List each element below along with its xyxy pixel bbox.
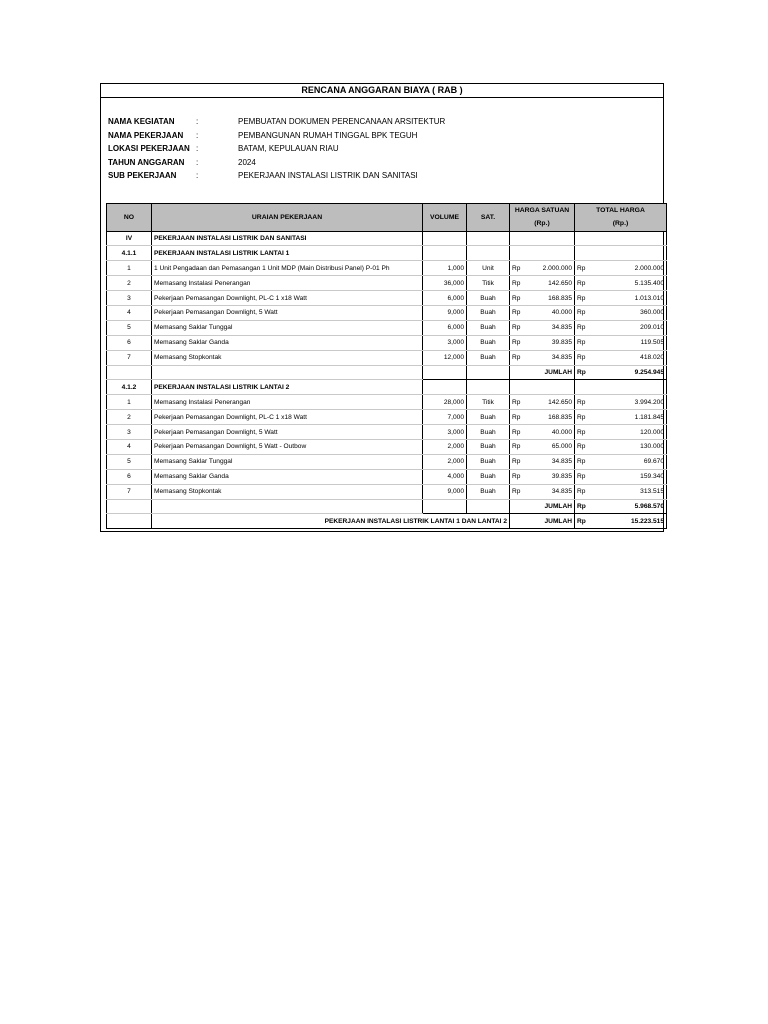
row-harga: 34.835 — [528, 350, 575, 365]
row-uraian: Pekerjaan Pemasangan Downlight, 5 Watt - Outbow — [152, 439, 423, 454]
header-uraian: URAIAN PEKERJAAN — [152, 203, 423, 231]
subtotal-rp: Rp — [575, 499, 593, 514]
row-total: 5.135.400 — [593, 276, 667, 291]
row-no — [107, 365, 152, 380]
info-value: PEKERJAAN INSTALASI LISTRIK DAN SANITASI — [238, 171, 418, 180]
row-total-rp: Rp — [575, 484, 593, 499]
row-volume — [423, 231, 467, 246]
row-sat: Buah — [467, 350, 510, 365]
row-harga: 39.835 — [528, 335, 575, 350]
row-volume — [423, 365, 467, 380]
row-total-rp: Rp — [575, 320, 593, 335]
row-harga-rp: Rp — [510, 395, 528, 410]
subtotal-row — [107, 365, 667, 380]
row-total-rp: Rp — [575, 276, 593, 291]
row-sat: Titik — [467, 276, 510, 291]
row-total-rp: Rp — [575, 469, 593, 484]
row-harga-rp: Rp — [510, 276, 528, 291]
row-harga-rp: Rp — [510, 425, 528, 440]
row-no: 5 — [107, 320, 152, 335]
document-title: RENCANA ANGGARAN BIAYA ( RAB ) — [101, 84, 663, 98]
row-harga-rp: Rp — [510, 350, 528, 365]
row-total-rp: Rp — [575, 261, 593, 276]
section-row — [107, 231, 667, 246]
row-total-rp: Rp — [575, 305, 593, 320]
row-harga — [528, 246, 575, 261]
row-sat — [467, 380, 510, 395]
row-harga: 34.835 — [528, 320, 575, 335]
header-sat: SAT. — [467, 203, 510, 231]
row-sat: Titik — [467, 395, 510, 410]
row-total: 69.670 — [593, 454, 667, 469]
row-harga-rp: Rp — [510, 484, 528, 499]
row-total-rp — [575, 380, 593, 395]
row-total-rp: Rp — [575, 291, 593, 306]
row-harga: 34.835 — [528, 454, 575, 469]
row-harga-rp: Rp — [510, 335, 528, 350]
row-no: 2 — [107, 410, 152, 425]
row-volume: 3,000 — [423, 335, 467, 350]
table-row — [107, 261, 667, 276]
row-no — [107, 514, 152, 529]
row-no: 3 — [107, 291, 152, 306]
table-row — [107, 291, 667, 306]
info-colon: : — [196, 157, 199, 167]
row-uraian: Memasang Stopkontak — [152, 484, 423, 499]
row-harga-rp — [510, 231, 528, 246]
info-label: SUB PEKERJAAN — [108, 171, 177, 180]
row-no: 4 — [107, 305, 152, 320]
row-uraian: PEKERJAAN INSTALASI LISTRIK DAN SANITASI — [152, 231, 423, 246]
header-volume: VOLUME — [423, 203, 467, 231]
row-total: 1.181.845 — [593, 410, 667, 425]
row-volume: 6,000 — [423, 291, 467, 306]
grand-total-desc: PEKERJAAN INSTALASI LISTRIK LANTAI 1 DAN LANTAI 2 — [152, 514, 510, 529]
row-harga — [528, 231, 575, 246]
row-sat — [467, 365, 510, 380]
table-row — [107, 320, 667, 335]
row-total-rp — [575, 231, 593, 246]
row-volume: 6,000 — [423, 320, 467, 335]
row-harga — [528, 380, 575, 395]
row-uraian: Pekerjaan Pemasangan Downlight, PL-C 1 x18 Watt — [152, 410, 423, 425]
row-volume: 12,000 — [423, 350, 467, 365]
table-row — [107, 425, 667, 440]
row-harga-rp: Rp — [510, 320, 528, 335]
row-volume — [423, 499, 467, 514]
row-no: 5 — [107, 454, 152, 469]
table-row — [107, 410, 667, 425]
row-no: 2 — [107, 276, 152, 291]
row-total: 3.994.200 — [593, 395, 667, 410]
row-uraian: Memasang Stopkontak — [152, 350, 423, 365]
row-harga: 65.000 — [528, 439, 575, 454]
info-colon: : — [196, 117, 199, 126]
row-no: 6 — [107, 469, 152, 484]
row-sat: Buah — [467, 305, 510, 320]
row-sat — [467, 246, 510, 261]
row-harga-rp: Rp — [510, 305, 528, 320]
info-value: 2024 — [238, 157, 256, 167]
row-total-rp: Rp — [575, 395, 593, 410]
info-value: BATAM, KEPULAUAN RIAU — [238, 144, 339, 153]
row-harga: 2.000.000 — [528, 261, 575, 276]
row-total: 360.000 — [593, 305, 667, 320]
row-sat: Buah — [467, 291, 510, 306]
info-colon: : — [196, 130, 199, 140]
row-harga-rp — [510, 380, 528, 395]
row-harga-rp: Rp — [510, 439, 528, 454]
header-total-harga — [575, 203, 667, 231]
row-uraian: 1 Unit Pengadaan dan Pemasangan 1 Unit MDP (Main Distribusi Panel) P-01 Ph — [152, 261, 423, 276]
row-total: 209.010 — [593, 320, 667, 335]
header-harga-line2: (Rp.) — [534, 220, 550, 227]
row-volume: 9,000 — [423, 484, 467, 499]
table-row — [107, 276, 667, 291]
info-row — [108, 156, 663, 170]
row-sat: Buah — [467, 454, 510, 469]
row-uraian: PEKERJAAN INSTALASI LISTRIK LANTAI 2 — [152, 380, 423, 395]
header-harga-satuan — [510, 203, 575, 231]
row-uraian: PEKERJAAN INSTALASI LISTRIK LANTAI 1 — [152, 246, 423, 261]
row-uraian — [152, 365, 423, 380]
table-row — [107, 469, 667, 484]
row-no — [107, 499, 152, 514]
row-sat: Buah — [467, 410, 510, 425]
table-row — [107, 439, 667, 454]
row-volume: 4,000 — [423, 469, 467, 484]
row-harga: 168.835 — [528, 410, 575, 425]
row-sat — [467, 499, 510, 514]
row-no: 4.1.2 — [107, 380, 152, 395]
project-info — [101, 98, 663, 203]
info-label: NAMA KEGIATAN — [108, 117, 175, 126]
info-label: TAHUN ANGGARAN — [108, 157, 185, 167]
table-row — [107, 350, 667, 365]
subtotal-value: 5.968.570 — [593, 499, 667, 514]
row-harga: 39.835 — [528, 469, 575, 484]
row-volume — [423, 380, 467, 395]
row-harga: 142.650 — [528, 395, 575, 410]
subtotal-rp: Rp — [575, 365, 593, 380]
row-harga-rp: Rp — [510, 454, 528, 469]
row-harga-rp: Rp — [510, 291, 528, 306]
row-uraian: Memasang Saklar Ganda — [152, 335, 423, 350]
row-uraian: Memasang Instalasi Penerangan — [152, 276, 423, 291]
row-no: 3 — [107, 425, 152, 440]
row-sat: Buah — [467, 484, 510, 499]
row-harga: 40.000 — [528, 425, 575, 440]
grand-total-row — [107, 514, 667, 529]
row-uraian: Memasang Saklar Ganda — [152, 469, 423, 484]
info-row — [108, 169, 663, 183]
row-total: 119.505 — [593, 335, 667, 350]
info-row — [108, 115, 663, 129]
row-volume: 1,000 — [423, 261, 467, 276]
info-value: PEMBANGUNAN RUMAH TINGGAL BPK TEGUH — [238, 130, 418, 140]
row-no: 6 — [107, 335, 152, 350]
row-harga-rp: Rp — [510, 469, 528, 484]
row-no: 1 — [107, 395, 152, 410]
row-total: 313.515 — [593, 484, 667, 499]
row-total: 120.000 — [593, 425, 667, 440]
row-uraian: Pekerjaan Pemasangan Downlight, 5 Watt — [152, 305, 423, 320]
row-harga: 40.000 — [528, 305, 575, 320]
subtotal-label: JUMLAH — [510, 365, 575, 380]
table-row — [107, 454, 667, 469]
section-row — [107, 380, 667, 395]
row-total — [593, 380, 667, 395]
grand-total-value: 15.223.515 — [593, 514, 667, 529]
row-uraian: Memasang Instalasi Penerangan — [152, 395, 423, 410]
row-uraian — [152, 499, 423, 514]
row-uraian: Pekerjaan Pemasangan Downlight, PL-C 1 x18 Watt — [152, 291, 423, 306]
row-total — [593, 246, 667, 261]
row-volume: 2,000 — [423, 439, 467, 454]
row-total: 2.000.000 — [593, 261, 667, 276]
row-total-rp: Rp — [575, 439, 593, 454]
row-harga-rp: Rp — [510, 410, 528, 425]
table-header-row — [107, 203, 667, 231]
row-harga: 34.835 — [528, 484, 575, 499]
table-row — [107, 305, 667, 320]
table-row — [107, 484, 667, 499]
row-sat: Buah — [467, 439, 510, 454]
row-volume: 36,000 — [423, 276, 467, 291]
row-sat: Buah — [467, 425, 510, 440]
row-harga-rp: Rp — [510, 261, 528, 276]
row-total-rp: Rp — [575, 335, 593, 350]
info-colon: : — [196, 171, 199, 180]
row-uraian: Pekerjaan Pemasangan Downlight, 5 Watt — [152, 425, 423, 440]
row-volume: 9,000 — [423, 305, 467, 320]
section-row — [107, 246, 667, 261]
row-volume: 2,000 — [423, 454, 467, 469]
row-sat: Buah — [467, 320, 510, 335]
header-total-line1: TOTAL HARGA — [596, 206, 645, 214]
row-sat: Buah — [467, 335, 510, 350]
row-sat — [467, 231, 510, 246]
row-no: 1 — [107, 261, 152, 276]
row-sat: Unit — [467, 261, 510, 276]
row-total-rp — [575, 246, 593, 261]
info-label: LOKASI PEKERJAAN — [108, 144, 190, 153]
row-volume: 28,000 — [423, 395, 467, 410]
subtotal-value: 9.254.945 — [593, 365, 667, 380]
row-total-rp: Rp — [575, 425, 593, 440]
subtotal-row — [107, 499, 667, 514]
row-uraian: Memasang Saklar Tunggal — [152, 454, 423, 469]
header-total-line2: (Rp.) — [612, 220, 629, 227]
row-volume: 7,000 — [423, 410, 467, 425]
info-row — [108, 129, 663, 143]
rab-table — [106, 203, 667, 530]
row-no: 4.1.1 — [107, 246, 152, 261]
header-no: NO — [107, 203, 152, 231]
row-total-rp: Rp — [575, 350, 593, 365]
header-harga-line1: HARGA SATUAN — [514, 206, 570, 214]
info-colon: : — [196, 144, 199, 153]
info-value: PEMBUATAN DOKUMEN PERENCANAAN ARSITEKTUR — [238, 117, 446, 126]
row-total — [593, 231, 667, 246]
table-row — [107, 335, 667, 350]
row-total: 159.340 — [593, 469, 667, 484]
row-no: 7 — [107, 484, 152, 499]
subtotal-label: JUMLAH — [510, 499, 575, 514]
grand-total-label: JUMLAH — [510, 514, 575, 529]
row-harga-rp — [510, 246, 528, 261]
row-total-rp: Rp — [575, 410, 593, 425]
row-total: 1.013.010 — [593, 291, 667, 306]
row-volume: 3,000 — [423, 425, 467, 440]
row-no: 7 — [107, 350, 152, 365]
row-no: IV — [107, 231, 152, 246]
table-row — [107, 395, 667, 410]
row-total-rp: Rp — [575, 454, 593, 469]
row-total: 418.020 — [593, 350, 667, 365]
row-no: 4 — [107, 439, 152, 454]
info-label: NAMA PEKERJAAN — [108, 130, 184, 140]
row-harga: 168.835 — [528, 291, 575, 306]
rab-sheet — [100, 83, 664, 532]
row-total: 130.000 — [593, 439, 667, 454]
row-sat: Buah — [467, 469, 510, 484]
info-row — [108, 142, 663, 156]
table-body — [107, 231, 667, 529]
row-harga: 142.650 — [528, 276, 575, 291]
row-uraian: Memasang Saklar Tunggal — [152, 320, 423, 335]
grand-total-rp: Rp — [575, 514, 593, 529]
row-volume — [423, 246, 467, 261]
